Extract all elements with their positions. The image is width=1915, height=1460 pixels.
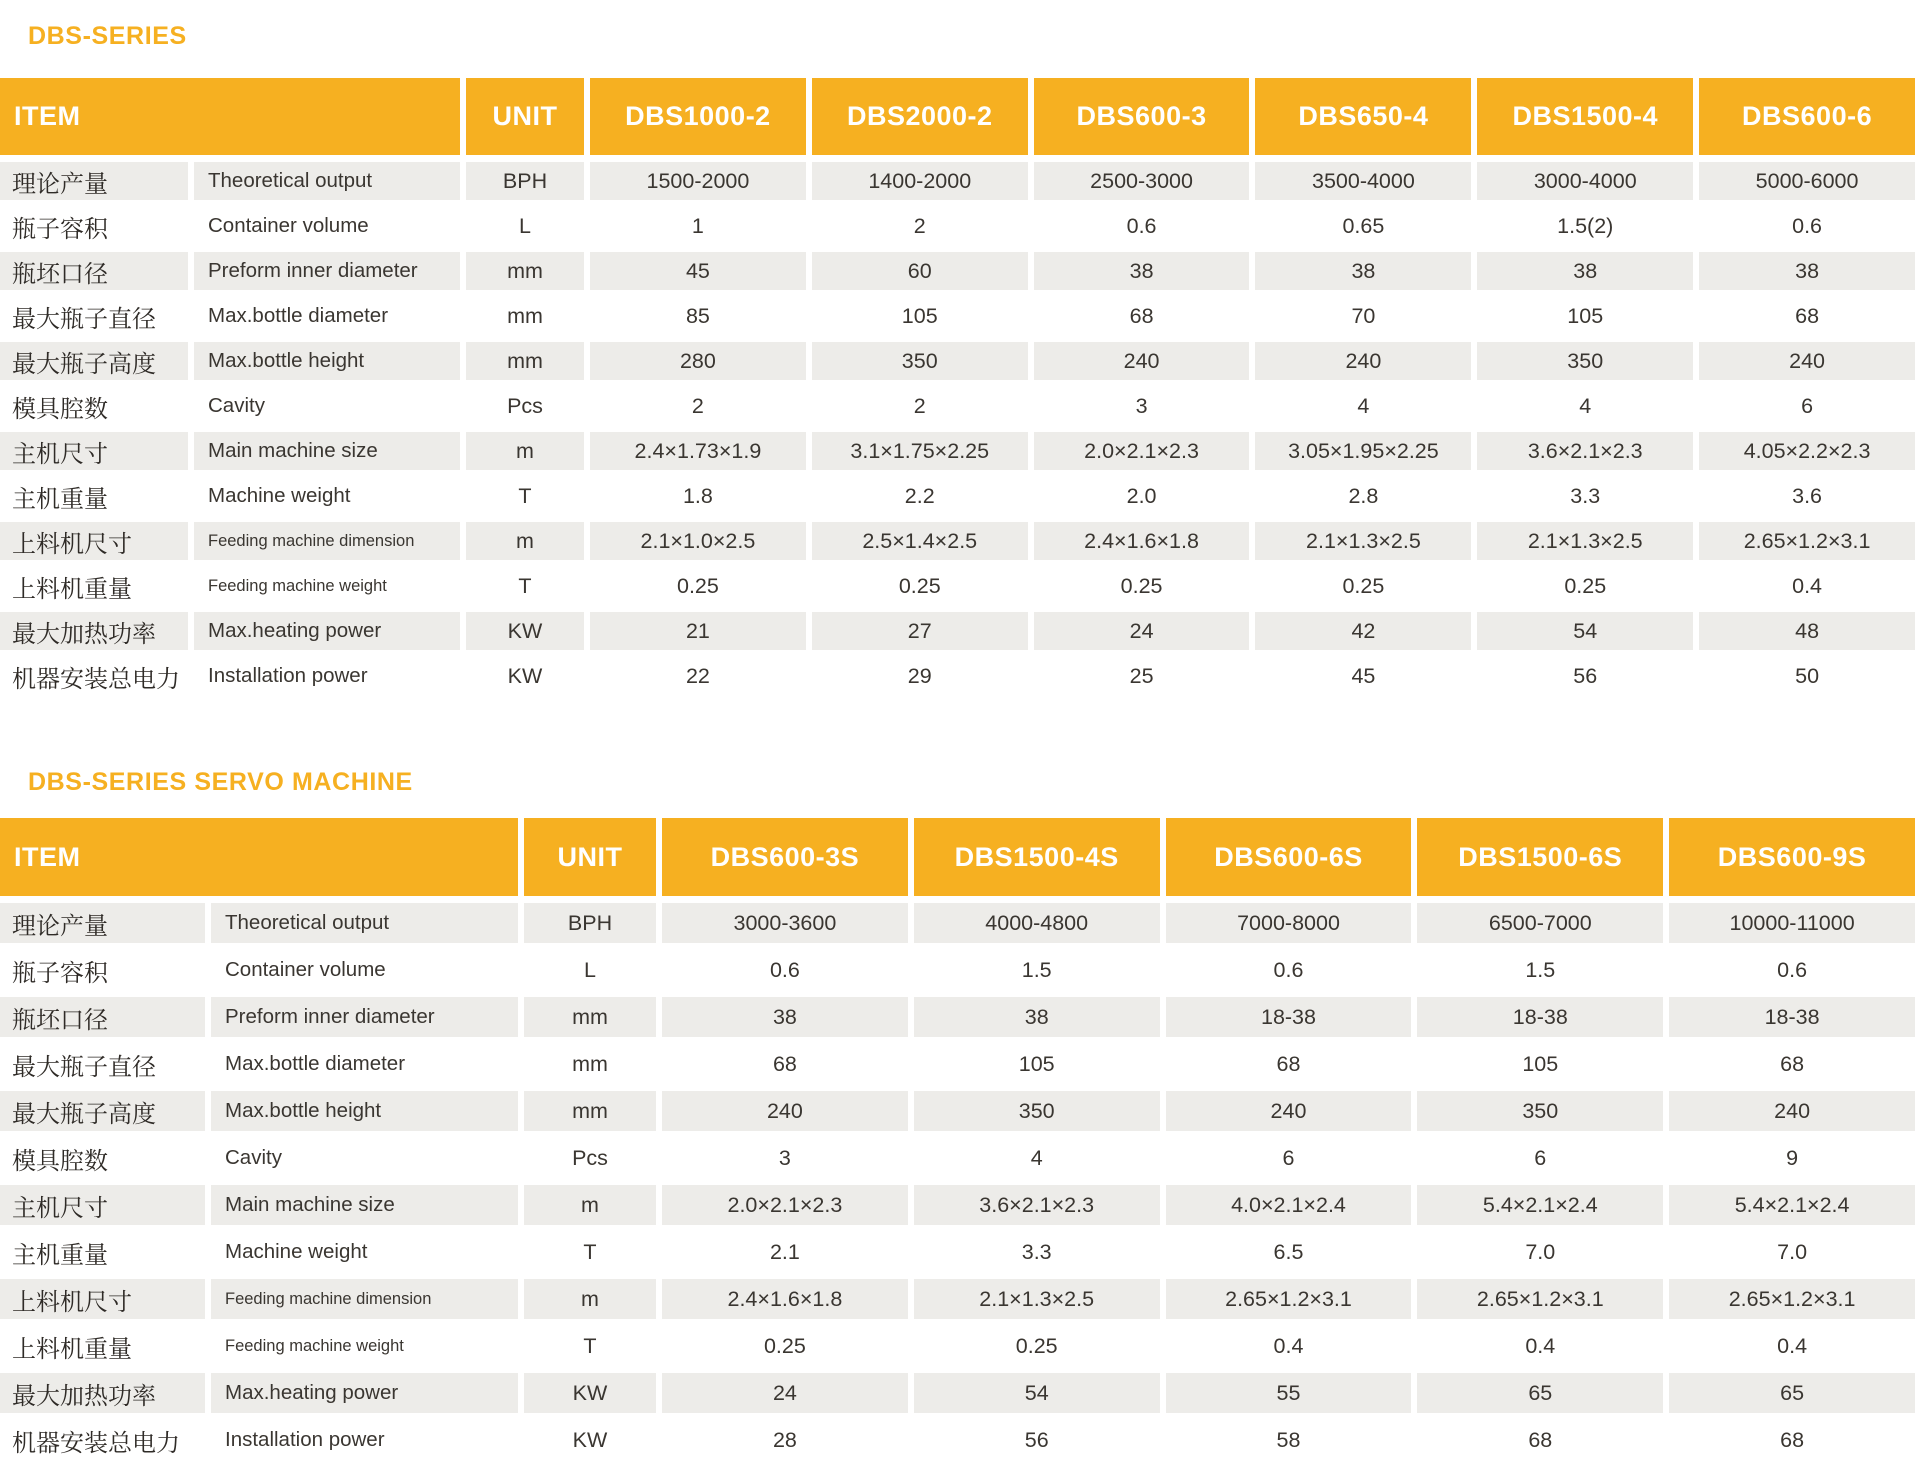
spec-value: 3.3: [1570, 483, 1601, 508]
row-unit: KW: [466, 612, 584, 650]
spec-value: 3.6: [1792, 483, 1823, 508]
spec-value: 4.05×2.2×2.3: [1699, 432, 1915, 470]
spec-value: 2.1×1.0×2.5: [590, 522, 806, 560]
row-label-cn: 主机重量: [12, 1241, 108, 1269]
spec-value: 42: [1255, 612, 1471, 650]
spec-value: 7.0: [1777, 1239, 1808, 1264]
row-label-en: Cavity: [208, 394, 265, 417]
spec-value: 0.25: [763, 1333, 806, 1358]
row-unit: mm: [466, 342, 584, 380]
spec-value: 70: [1351, 303, 1376, 328]
spec-value: 68: [1129, 303, 1154, 328]
spec-value: 105: [1522, 1051, 1559, 1076]
row-label-en: Max.heating power: [211, 1373, 518, 1413]
spec-value: 240: [1166, 1091, 1412, 1131]
row-unit: T: [518, 483, 532, 508]
spec-grid: [0, 818, 1915, 1460]
spec-value: 18-38: [1417, 997, 1663, 1037]
spec-value: 3: [1135, 393, 1148, 418]
spec-value: 3.05×1.95×2.25: [1255, 432, 1471, 470]
spec-value: 5.4×2.1×2.4: [1417, 1185, 1663, 1225]
spec-value: 4000-4800: [914, 903, 1160, 943]
spec-value: 54: [1477, 612, 1693, 650]
row-label-cn: 主机尺寸: [0, 1185, 205, 1225]
spec-value: 68: [1795, 303, 1820, 328]
spec-value: 55: [1166, 1373, 1412, 1413]
spec-value: 18-38: [1166, 997, 1412, 1037]
spec-value: 2.4×1.6×1.8: [662, 1279, 908, 1319]
spec-value: 240: [1699, 342, 1915, 380]
spec-value: 240: [1669, 1091, 1915, 1131]
table-title: DBS-SERIES: [28, 22, 187, 50]
row-label-en: Feeding machine weight: [208, 576, 387, 595]
row-label-cn: 最大加热功率: [0, 1373, 205, 1413]
spec-value: 0.25: [1564, 573, 1607, 598]
spec-value: 2.4×1.6×1.8: [1034, 522, 1250, 560]
spec-value: 0.6: [769, 957, 800, 982]
spec-value: 5000-6000: [1699, 162, 1915, 200]
column-header-model: DBS600-9S: [1669, 818, 1915, 896]
row-label-cn: 瓶子容积: [12, 959, 108, 987]
spec-value: 6: [1801, 393, 1814, 418]
row-label-en: Installation power: [208, 664, 368, 687]
spec-value: 2.1×1.3×2.5: [1477, 522, 1693, 560]
row-label-en: Max.bottle height: [194, 342, 460, 380]
spec-value: 105: [1567, 303, 1604, 328]
row-unit: m: [524, 1279, 656, 1319]
row-unit: T: [583, 1239, 597, 1264]
spec-value: 2.2: [904, 483, 935, 508]
spec-value: 350: [1417, 1091, 1663, 1131]
spec-value: 56: [1024, 1427, 1049, 1452]
row-unit: mm: [466, 252, 584, 290]
spec-value: 2: [913, 393, 926, 418]
row-unit: mm: [572, 1051, 608, 1076]
row-label-en: Cavity: [225, 1146, 282, 1169]
spec-value: 105: [901, 303, 938, 328]
spec-value: 45: [1351, 663, 1376, 688]
spec-value: 0.65: [1342, 213, 1385, 238]
column-header-model: DBS600-6: [1699, 78, 1915, 155]
row-unit: m: [524, 1185, 656, 1225]
spec-value: 0.4: [1273, 1333, 1304, 1358]
row-unit: KW: [572, 1427, 608, 1452]
spec-value: 18-38: [1669, 997, 1915, 1037]
spec-value: 7000-8000: [1166, 903, 1412, 943]
row-label-cn: 模具腔数: [12, 1147, 108, 1175]
spec-value: 65: [1417, 1373, 1663, 1413]
spec-value: 5.4×2.1×2.4: [1669, 1185, 1915, 1225]
spec-value: 240: [662, 1091, 908, 1131]
column-header-model: DBS1500-4: [1477, 78, 1693, 155]
spec-value: 38: [662, 997, 908, 1037]
column-header-model: DBS1500-4S: [914, 818, 1160, 896]
column-header-model: DBS2000-2: [812, 78, 1028, 155]
row-label-cn: 瓶子容积: [12, 215, 108, 243]
spec-value: 38: [1477, 252, 1693, 290]
spec-value: 280: [590, 342, 806, 380]
row-label-cn: 理论产量: [0, 903, 205, 943]
spec-value: 68: [1276, 1051, 1301, 1076]
spec-value: 3.6×2.1×2.3: [914, 1185, 1160, 1225]
row-unit: m: [466, 432, 584, 470]
spec-value: 105: [1018, 1051, 1055, 1076]
row-unit: BPH: [524, 903, 656, 943]
row-label-cn: 模具腔数: [12, 395, 108, 423]
spec-value: 240: [1034, 342, 1250, 380]
spec-value: 2: [691, 393, 704, 418]
spec-value: 68: [1528, 1427, 1553, 1452]
row-label-cn: 瓶坯口径: [0, 252, 188, 290]
spec-value: 2.4×1.73×1.9: [590, 432, 806, 470]
spec-value: 25: [1129, 663, 1154, 688]
row-label-cn: 最大瓶子直径: [12, 1053, 156, 1081]
spec-value: 3.1×1.75×2.25: [812, 432, 1028, 470]
row-label-cn: 上料机尺寸: [0, 522, 188, 560]
row-unit: L: [584, 957, 596, 982]
spec-value: 0.6: [1777, 957, 1808, 982]
spec-value: 0.6: [1792, 213, 1823, 238]
spec-value: 0.4: [1777, 1333, 1808, 1358]
spec-value: 2.8: [1348, 483, 1379, 508]
row-label-en: Max.bottle height: [211, 1091, 518, 1131]
spec-value: 56: [1573, 663, 1598, 688]
spec-value: 350: [1477, 342, 1693, 380]
spec-value: 2.65×1.2×3.1: [1669, 1279, 1915, 1319]
spec-value: 68: [1780, 1051, 1805, 1076]
column-header-item: ITEM: [0, 78, 460, 155]
spec-value: 0.25: [1120, 573, 1163, 598]
spec-value: 27: [812, 612, 1028, 650]
spec-value: 48: [1699, 612, 1915, 650]
row-label-cn: 上料机重量: [12, 1335, 132, 1363]
spec-value: 350: [914, 1091, 1160, 1131]
row-label-en: Machine weight: [225, 1240, 368, 1263]
spec-value: 65: [1669, 1373, 1915, 1413]
spec-value: 60: [812, 252, 1028, 290]
column-header-model: DBS650-4: [1255, 78, 1471, 155]
row-label-en: Feeding machine dimension: [211, 1279, 518, 1319]
row-label-en: Container volume: [225, 958, 386, 981]
spec-value: 2.65×1.2×3.1: [1699, 522, 1915, 560]
spec-value: 2.65×1.2×3.1: [1417, 1279, 1663, 1319]
row-unit: Pcs: [507, 393, 543, 418]
spec-value: 38: [1699, 252, 1915, 290]
spec-value: 0.6: [1273, 957, 1304, 982]
spec-value: 0.4: [1525, 1333, 1556, 1358]
spec-value: 3.3: [1021, 1239, 1052, 1264]
spec-value: 7.0: [1525, 1239, 1556, 1264]
row-label-en: Feeding machine dimension: [194, 522, 460, 560]
row-unit: mm: [524, 997, 656, 1037]
row-unit: T: [583, 1333, 597, 1358]
spec-value: 1: [691, 213, 704, 238]
spec-value: 6: [1282, 1145, 1295, 1170]
row-label-cn: 理论产量: [0, 162, 188, 200]
row-label-cn: 最大加热功率: [0, 612, 188, 650]
spec-value: 2.1×1.3×2.5: [1255, 522, 1471, 560]
spec-value: 240: [1255, 342, 1471, 380]
row-label-cn: 上料机重量: [12, 575, 132, 603]
spec-value: 2.0×2.1×2.3: [662, 1185, 908, 1225]
spec-value: 85: [685, 303, 710, 328]
spec-value: 45: [590, 252, 806, 290]
spec-value: 1.5: [1021, 957, 1052, 982]
spec-value: 6.5: [1273, 1239, 1304, 1264]
spec-value: 38: [914, 997, 1160, 1037]
spec-value: 2500-3000: [1034, 162, 1250, 200]
spec-value: 0.25: [1342, 573, 1385, 598]
column-header-model: DBS1500-6S: [1417, 818, 1663, 896]
row-label-cn: 机器安装总电力: [12, 665, 180, 693]
row-label-cn: 最大瓶子直径: [12, 305, 156, 333]
row-unit: T: [518, 573, 532, 598]
row-label-cn: 最大瓶子高度: [0, 342, 188, 380]
row-label-cn: 主机重量: [12, 485, 108, 513]
spec-value: 2.5×1.4×2.5: [812, 522, 1028, 560]
row-label-en: Installation power: [225, 1428, 385, 1451]
spec-grid: [0, 78, 1915, 695]
row-label-en: Main machine size: [211, 1185, 518, 1225]
spec-value: 1.5: [1525, 957, 1556, 982]
spec-value: 4: [1579, 393, 1592, 418]
row-label-en: Theoretical output: [211, 903, 518, 943]
row-label-cn: 主机尺寸: [0, 432, 188, 470]
row-unit: mm: [507, 303, 543, 328]
row-label-en: Theoretical output: [194, 162, 460, 200]
spec-value: 2: [913, 213, 926, 238]
row-label-cn: 机器安装总电力: [12, 1429, 180, 1457]
spec-value: 2.0: [1126, 483, 1157, 508]
row-label-en: Machine weight: [208, 484, 351, 507]
row-unit: BPH: [466, 162, 584, 200]
row-label-en: Container volume: [208, 214, 369, 237]
row-label-en: Feeding machine weight: [225, 1336, 404, 1355]
row-unit: KW: [524, 1373, 656, 1413]
row-unit: m: [466, 522, 584, 560]
spec-value: 54: [914, 1373, 1160, 1413]
spec-value: 22: [685, 663, 710, 688]
spec-value: 1.8: [682, 483, 713, 508]
spec-value: 0.25: [898, 573, 941, 598]
spec-value: 6: [1534, 1145, 1547, 1170]
spec-value: 38: [1255, 252, 1471, 290]
spec-value: 2.1×1.3×2.5: [914, 1279, 1160, 1319]
spec-value: 6500-7000: [1417, 903, 1663, 943]
row-label-en: Preform inner diameter: [211, 997, 518, 1037]
spec-value: 3000-3600: [662, 903, 908, 943]
column-header-model: DBS600-6S: [1166, 818, 1412, 896]
column-header-item: ITEM: [0, 818, 518, 896]
spec-value: 0.25: [676, 573, 719, 598]
spec-value: 2.65×1.2×3.1: [1166, 1279, 1412, 1319]
spec-value: 24: [662, 1373, 908, 1413]
spec-value: 4: [1357, 393, 1370, 418]
spec-value: 3000-4000: [1477, 162, 1693, 200]
spec-value: 0.6: [1126, 213, 1157, 238]
column-header-model: DBS600-3S: [662, 818, 908, 896]
spec-value: 21: [590, 612, 806, 650]
row-unit: Pcs: [572, 1145, 608, 1170]
row-label-en: Preform inner diameter: [194, 252, 460, 290]
spec-value: 3500-4000: [1255, 162, 1471, 200]
row-label-en: Max.bottle diameter: [208, 304, 389, 327]
spec-value: 68: [1780, 1427, 1805, 1452]
spec-value: 10000-11000: [1669, 903, 1915, 943]
spec-value: 4.0×2.1×2.4: [1166, 1185, 1412, 1225]
spec-value: 350: [812, 342, 1028, 380]
spec-value: 3: [778, 1145, 791, 1170]
spec-value: 1500-2000: [590, 162, 806, 200]
row-label-en: Max.heating power: [194, 612, 460, 650]
row-label-cn: 瓶坯口径: [0, 997, 205, 1037]
spec-value: 2.0×2.1×2.3: [1034, 432, 1250, 470]
spec-value: 0.4: [1792, 573, 1823, 598]
spec-value: 1.5(2): [1557, 213, 1614, 238]
row-unit: KW: [507, 663, 543, 688]
table-title: DBS-SERIES SERVO MACHINE: [28, 768, 413, 796]
spec-value: 1400-2000: [812, 162, 1028, 200]
spec-value: 38: [1034, 252, 1250, 290]
spec-value: 24: [1034, 612, 1250, 650]
spec-value: 28: [772, 1427, 797, 1452]
spec-value: 2.1: [769, 1239, 800, 1264]
spec-value: 4: [1030, 1145, 1043, 1170]
column-header-model: DBS1000-2: [590, 78, 806, 155]
column-header-model: DBS600-3: [1034, 78, 1250, 155]
column-header-unit: UNIT: [466, 78, 584, 155]
row-label-cn: 上料机尺寸: [0, 1279, 205, 1319]
spec-value: 3.6×2.1×2.3: [1477, 432, 1693, 470]
spec-value: 68: [772, 1051, 797, 1076]
row-label-en: Max.bottle diameter: [225, 1052, 406, 1075]
spec-value: 0.25: [1015, 1333, 1058, 1358]
spec-value: 58: [1276, 1427, 1301, 1452]
column-header-unit: UNIT: [524, 818, 656, 896]
spec-value: 50: [1795, 663, 1820, 688]
row-label-cn: 最大瓶子高度: [0, 1091, 205, 1131]
row-label-en: Main machine size: [194, 432, 460, 470]
row-unit: L: [519, 213, 531, 238]
row-unit: mm: [524, 1091, 656, 1131]
spec-value: 29: [907, 663, 932, 688]
spec-value: 9: [1786, 1145, 1799, 1170]
